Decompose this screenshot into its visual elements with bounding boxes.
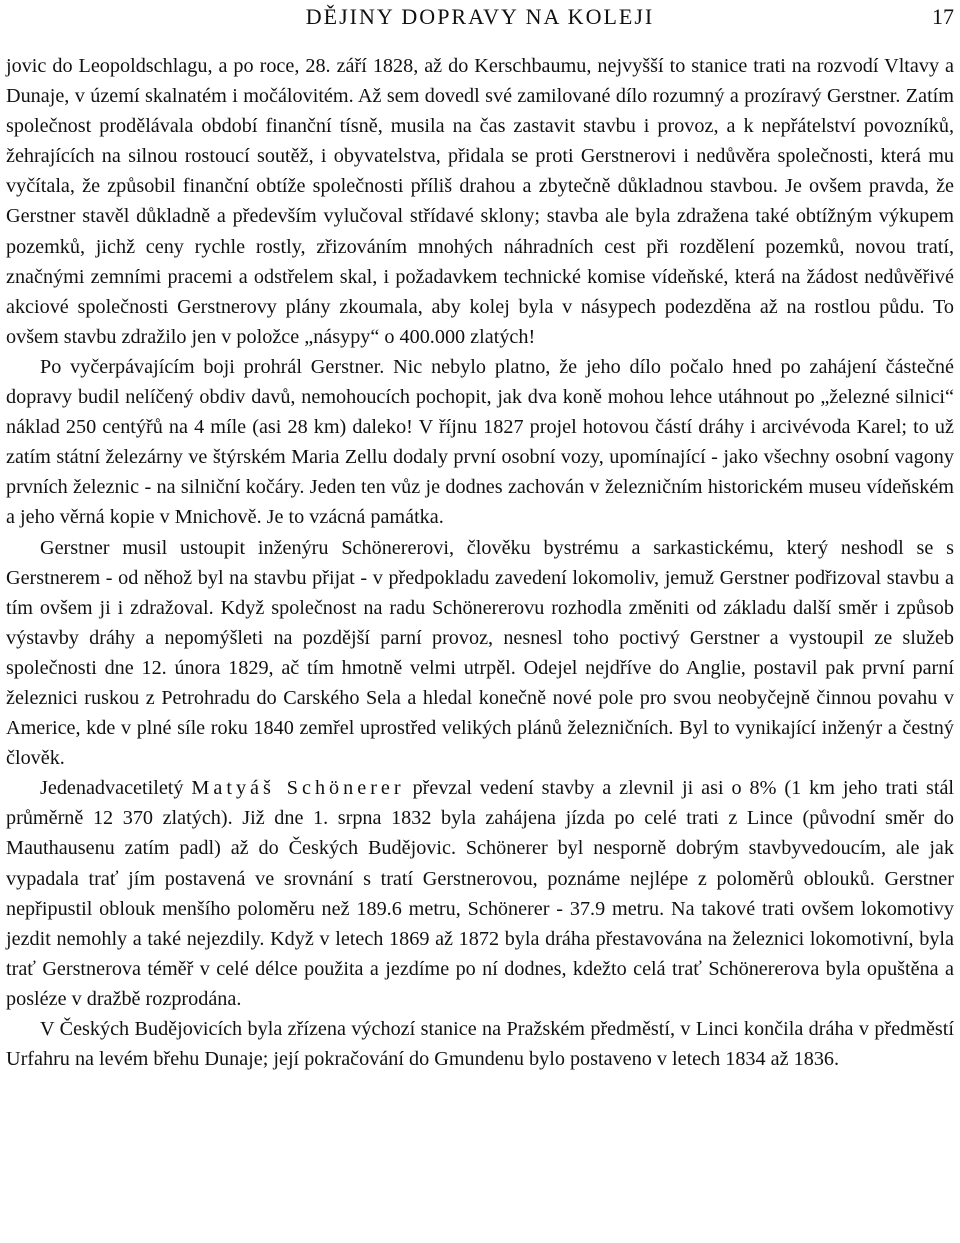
- paragraph-4-text: převzal vedení stavby a zlevnil ji asi o 8% (1 km jeho trati stál průměrně 12 370 zlatých). Již dne 1. srpna 1832 byla zahájena jízda po celé trati z Lince (původní směr do Mauthausenu zatím padl) až do Českých Budějovic. Schönerer byl nesporně dobrým stavbyvedoucím, ale jak vypadala trať jím postavená ve srovnání s tratí Gerstnerovou, poznáme nejlépe z poloměrů oblouků. Gerstner nepřipustil oblouk menšího poloměru než 189.6 metru, Schönerer - 37.9 metru. Na takové trati ovšem lokomotivy jezdit nemohly a také nejezdily. Když v letech 1869 až 1872 byla dráha přestavována na železnici lokomotivní, byla trať Gerstnerova téměř v celé délce použita a jezdíme po ní dodnes, kdežto celá trať Schönererova byla opuštěna a posléze v dražbě rozprodána.: [6, 777, 955, 1010]
- paragraph-2: Po vyčerpávajícím boji prohrál Gerstner. Nic nebylo platno, že jeho dílo počalo hned po zahájení částečné dopravy budil nelíčený obdiv davů, nemohoucích pochopit, jak dva koně mohou lehce utáhnout po „železné silnici“ náklad 250 centýřů na 4 míle (asi 28 km) daleko! V říjnu 1827 projel hotovou částí dráhy i arcivévoda Karel; to už zatím státní železárny ve štýrském Maria Zellu dodaly první osobní vozy, upomínající - jako všechny osobní vagony prvních železnic - na silniční kočáry. Jeden ten vůz je dodnes zachován v železničním historickém museu vídeňském a jeho věrná kopie v Mnichově. Je to vzácná památka.: [6, 355, 954, 529]
- paragraph-4: [6, 773, 954, 1014]
- paragraph-3: Gerstner musil ustoupit inženýru Schönererovi, člověku bystrému a sarkastickému, který neshodl se s Gerstnerem - od něhož byl na stavbu přijat - v předpokladu zavedení lokomoliv, jemuž Gerstner podřizoval stavbu a tím ovšem ji i zdražoval. Když společnost na radu Schönererovu rozhodla změniti od základu další směr i způsob výstavby dráhy a nepomýšleti na pozdější parní provoz, nesnesl toho poctivý Gerstner a vystoupil ze služeb společnosti dne 12. února 1829, ač tím hmotně velmi utrpěl. Odejel nejdříve do Anglie, postavil pak první parní železnici ruskou z Petrohradu do Carského Sela a hledal konečně nové pole pro svou neobyčejně činnou povahu v Americe, kde v plné síle roku 1840 zemřel uprostřed velikých plánů železničních. Byl to vynikající inženýr a čestný člověk.: [6, 536, 954, 770]
- paragraph-4-lead: Jedenadvacetiletý: [40, 777, 184, 800]
- page-number: 17: [932, 4, 954, 29]
- page-header: [6, 4, 954, 34]
- paragraph-1: jovic do Leopoldschlagu, a po roce, 28. září 1828, až do Kerschbaumu, nejvyšší to stanice trati na rozvodí Vltavy a Dunaje, v území skalnatém i močálovitém. Až sem dovedl své zamilované dílo rozumný a prozíravý Gerstner. Zatím společnost prodělávala období finanční tísně, musila na čas zastavit stavbu i provoz, a k nepřátelství povozníků, žehrajících na silnou rostoucí soutěž, i obyvatelstva, přidala se proti Gerstnerovi i nedůvěra společnosti, která mu vyčítala, že způsobil finanční obtíže společnosti příliš drahou a zbytečně důkladnou stavbou. Je ovšem pravda, že Gerstner stavěl důkladně a především vylučoval střídavé sklony; stavba ale byla zdražena také obtížným výkupem pozemků, jichž ceny rychle rostly, zřizováním mnohých náhradních cest při rozdělení pozemků, novou tratí, značnými zemními pracemi a odstřelem skal, i požadavkem technické komise vídeňské, která na žádost nedůvěřivé akciové společnosti Gerstnerovy plány zkoumala, aby kolej byla v násypech podezděna až na rostlou půdu. To ovšem stavbu zdražilo jen v položce „násypy“ o 400.000 zlatých!: [6, 55, 954, 348]
- body-text: [6, 51, 954, 1074]
- running-title: DĚJINY DOPRAVY NA KOLEJI: [305, 4, 655, 29]
- person-name-spaced: Matyáš Schönerer: [191, 777, 405, 800]
- paragraph-5: V Českých Budějovicích byla zřízena výchozí stanice na Pražském předměstí, v Linci končila dráha v předměstí Urfahru na levém břehu Dunaje; její pokračování do Gmundenu bylo postaveno v letech 1834 až 1836.: [6, 1018, 954, 1071]
